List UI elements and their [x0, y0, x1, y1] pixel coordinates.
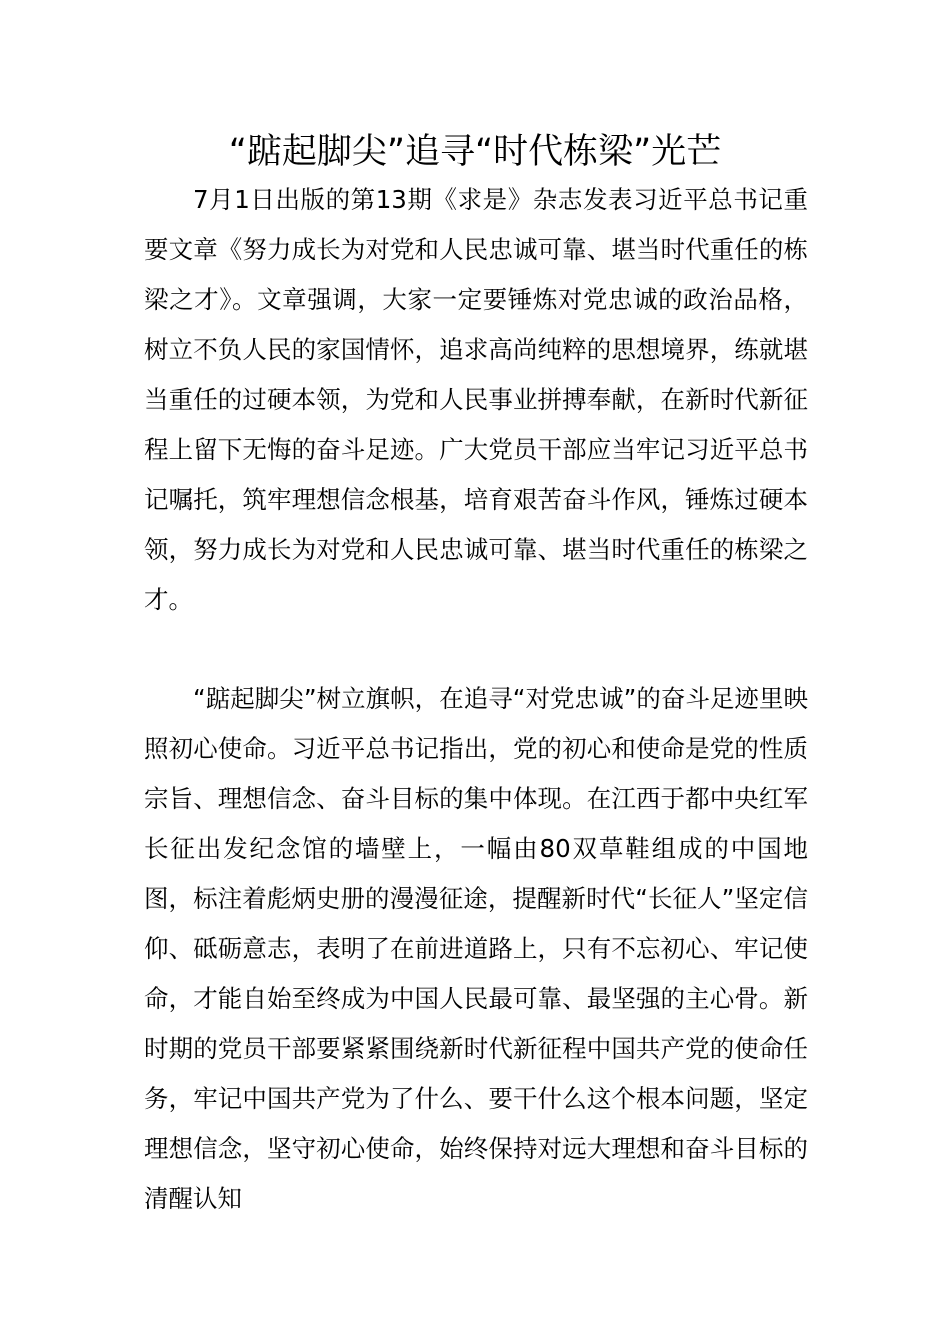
article-title: “踮起脚尖”追寻“时代栋梁”光芒 — [228, 132, 722, 172]
paragraph-1: 7月1日出版的第13期《求是》杂志发表习近平总书记重要文章《努力成长为对党和人民忠诚可靠、堪当时代重任的栋梁之才》。文章强调，大家一定要锤炼对党忠诚的政治品格，树立不负人民的家国情怀，追求高尚纯粹的思想境界，练就堪当重任的过硬本领，为党和人民事业拼搏奉献，在新时代新征程上留下无悔的奋斗足迹。广大党员干部应当牢记习近平总书记嘱托，筑牢理想信念根基，培育艰苦奋斗作风，锤炼过硬本领，努力成长为对党和人民忠诚可靠、堪当时代重任的栋梁之才。 — [144, 185, 808, 614]
paragraph-2: “踮起脚尖”树立旗帜，在追寻“对党忠诚”的奋斗足迹里映照初心使命。习近平总书记指出，党的初心和使命是党的性质宗旨、理想信念、奋斗目标的集中体现。在江西于都中央红军长征出发纪念馆的墙壁上，一幅由80双草鞋组成的中国地图，标注着彪炳史册的漫漫征途，提醒新时代“长征人”坚定信仰、砥砺意志，表明了在前进道路上，只有不忘初心、牢记使命，才能自始至终成为中国人民最可靠、最坚强的主心骨。新时期的党员干部要紧紧围绕新时代新征程中国共产党的使命任务，牢记中国共产党为了什么、要干什么这个根本问题，坚定理想信念，坚守初心使命，始终保持对远大理想和奋斗目标的清醒认知 — [144, 684, 808, 1213]
